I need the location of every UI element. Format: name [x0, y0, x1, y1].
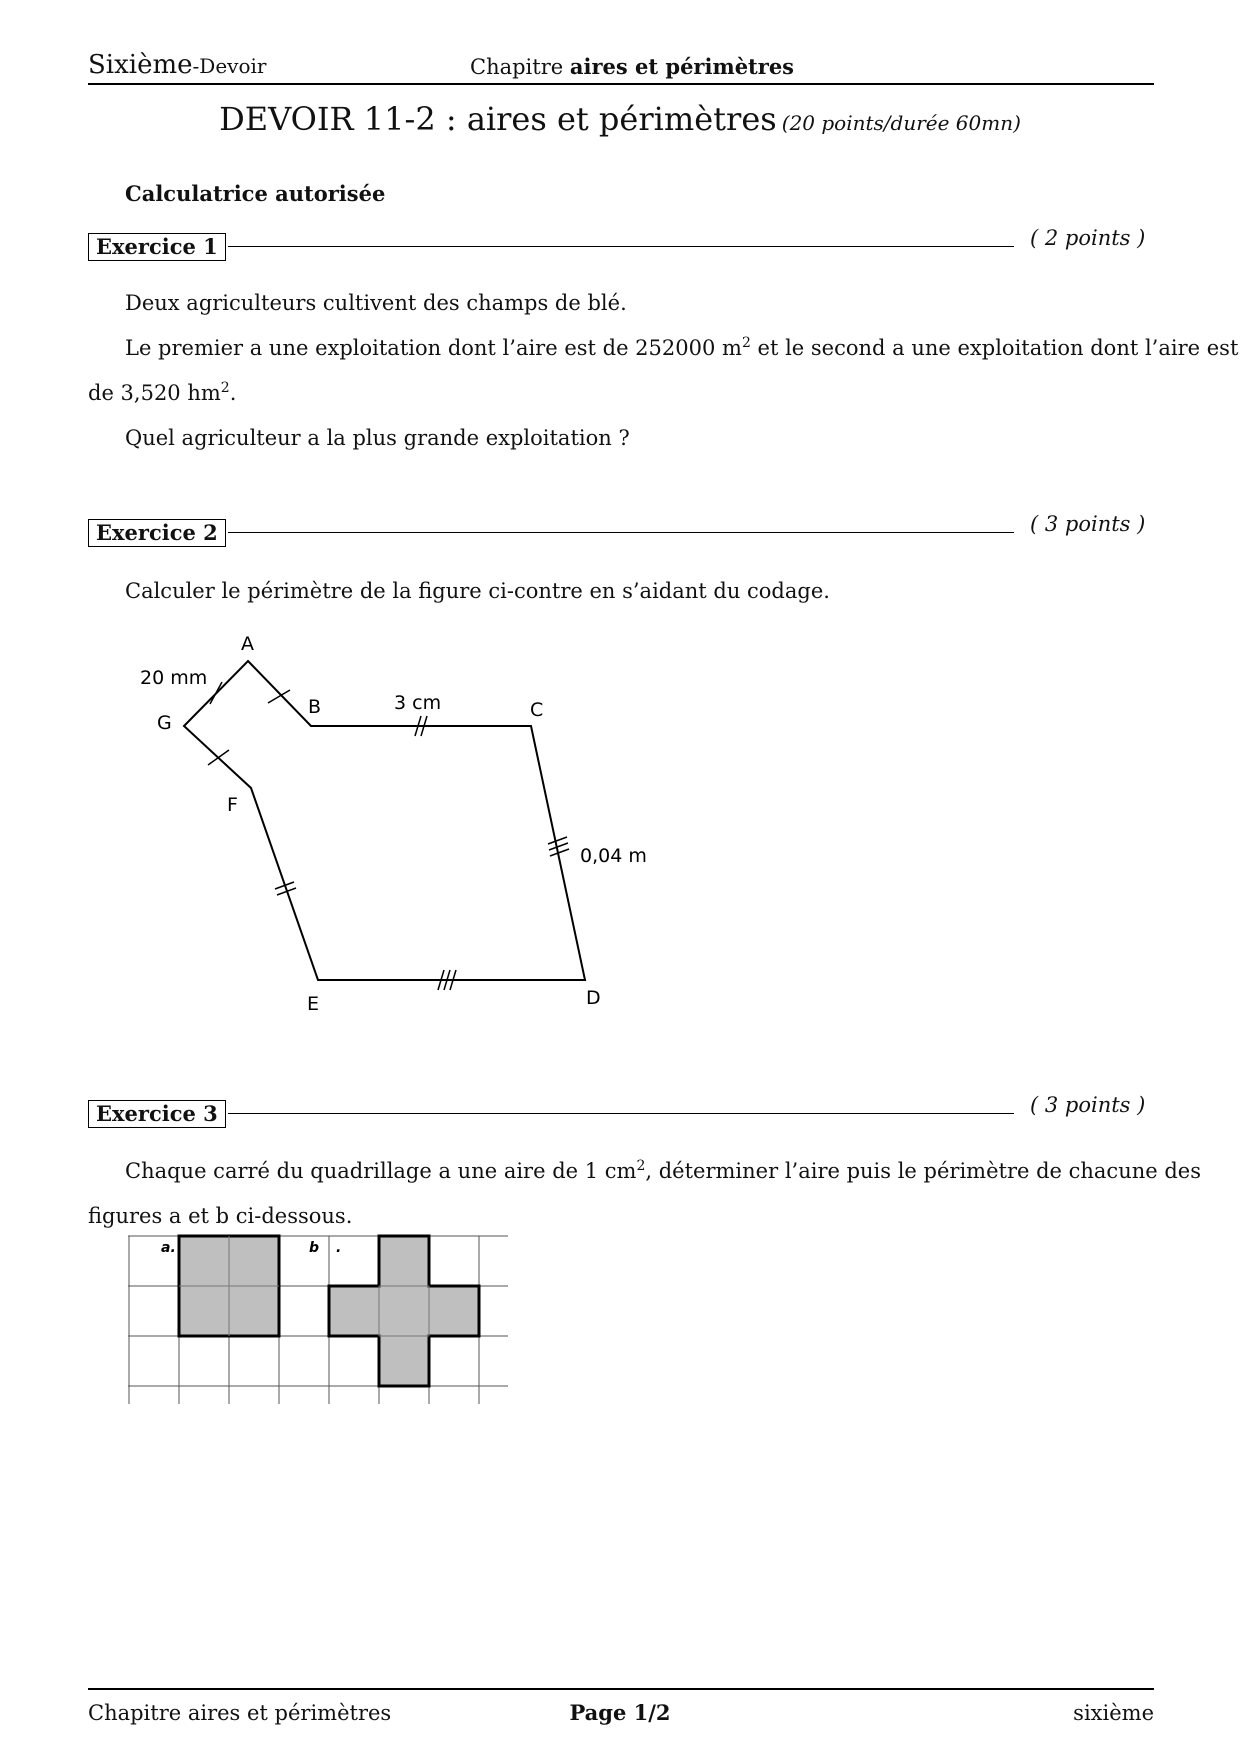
header-level: Sixième	[88, 50, 193, 80]
footer-rule	[88, 1688, 1154, 1690]
figure-b-cross	[329, 1236, 479, 1386]
header-chapter-prefix: Chapitre	[470, 55, 564, 79]
ex1-p3-text-b: .	[229, 381, 237, 405]
title-main: DEVOIR 11-2 : aires et périmètres	[219, 100, 777, 138]
footer-right: sixième	[1073, 1701, 1154, 1725]
header-doc-type: -Devoir	[192, 54, 267, 78]
length-label-bc: 3 cm	[394, 692, 442, 714]
figure-a-label: a.	[161, 1240, 176, 1256]
length-label-ga: 20 mm	[140, 667, 208, 689]
vertex-e-label: E	[307, 993, 320, 1015]
figure-b-label-dot: .	[336, 1240, 342, 1256]
title-sub: (20 points/durée 60mn)	[781, 111, 1021, 135]
ex1-p3-sup: 2	[220, 380, 230, 396]
vertex-b-label: B	[308, 696, 322, 718]
ex1-paragraph-1: Deux agriculteurs cultivent des champs de blé.	[125, 291, 627, 315]
exercise-1-label: Exercice 1	[88, 233, 226, 261]
length-label-cd: 0,04 m	[580, 845, 647, 867]
footer-page-number: Page 1/2	[569, 1700, 671, 1725]
vertex-f-label: F	[227, 794, 238, 816]
exercise-2-label: Exercice 2	[88, 519, 226, 547]
ex2-instruction: Calculer le périmètre de la figure ci-contre en s’aidant du codage.	[125, 579, 830, 603]
ex3-p1-text-a: Chaque carré du quadrillage a une aire de 1 cm	[125, 1159, 637, 1183]
calculator-note: Calculatrice autorisée	[125, 181, 386, 206]
vertex-g-label: G	[157, 712, 172, 734]
exercise-3-label: Exercice 3	[88, 1100, 226, 1128]
header-chapter-title: aires et périmètres	[569, 54, 795, 79]
ex1-p3-text-a: de 3,520 hm	[88, 381, 221, 405]
vertex-a-label: A	[241, 633, 254, 655]
exercise-3-points: ( 3 points )	[1030, 1093, 1146, 1117]
ex1-p2-text-a: Le premier a une exploitation dont l’aire est de 252000 m	[125, 336, 742, 360]
ex3-p1-text-b: , déterminer l’aire puis le périmètre de chacune des	[645, 1159, 1201, 1183]
exercise-2-points: ( 3 points )	[1030, 512, 1146, 536]
ex1-p2-text-b: et le second a une exploitation dont l’aire est	[750, 336, 1239, 360]
footer-left: Chapitre aires et périmètres	[88, 1701, 392, 1725]
ex1-p2-sup: 2	[741, 335, 751, 351]
vertex-d-label: D	[586, 987, 601, 1009]
ex3-paragraph-2: figures a et b ci-dessous.	[88, 1204, 353, 1228]
figure-b-label: b	[309, 1240, 320, 1256]
vertex-c-label: C	[530, 699, 544, 721]
ex1-question: Quel agriculteur a la plus grande exploitation ?	[125, 426, 630, 450]
ex3-p1-sup: 2	[636, 1158, 646, 1174]
exercise-1-points: ( 2 points )	[1030, 226, 1146, 250]
